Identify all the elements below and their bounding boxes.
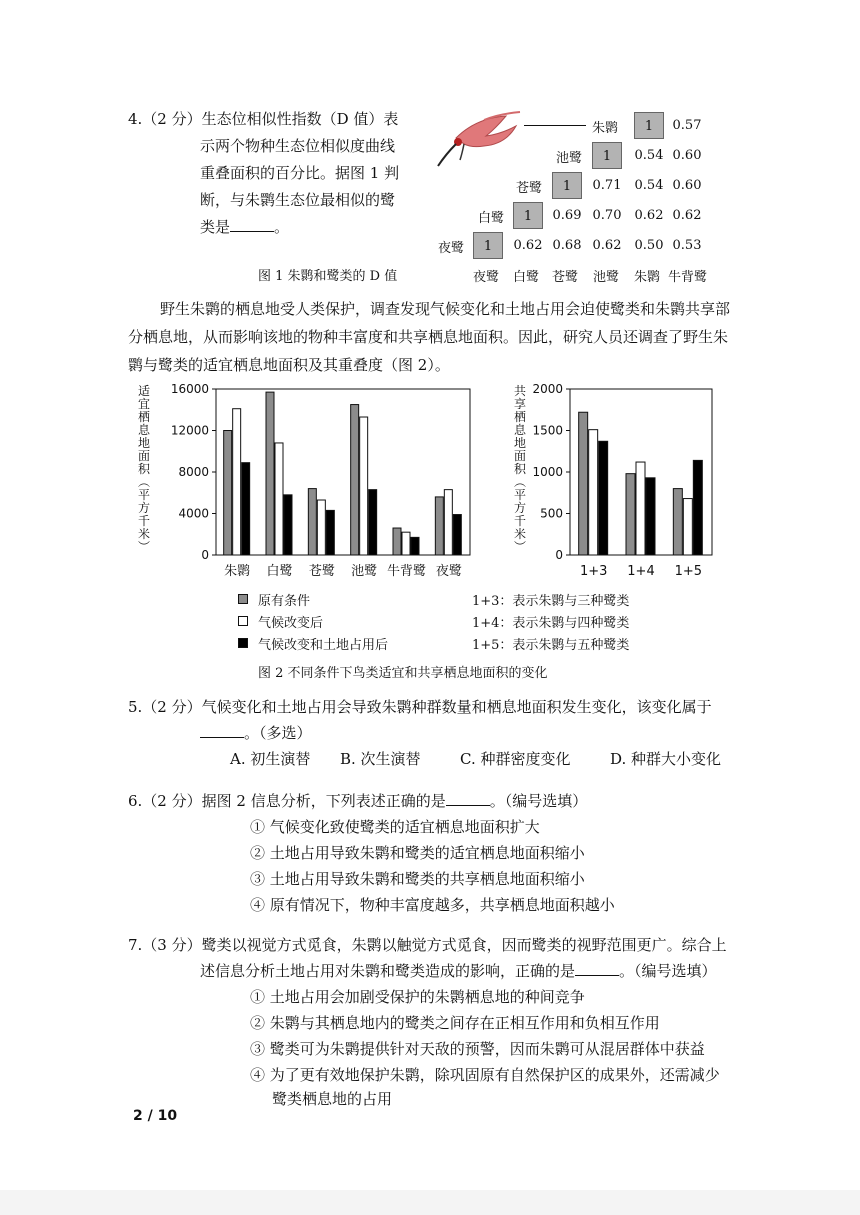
- matrix-cell: 0.57: [672, 118, 702, 133]
- fig2-caption: 图 2 不同条件下鸟类适宜和共享栖息地面积的变化: [258, 666, 548, 681]
- legend-note: 1+3：表示朱鹮与三种鹭类: [472, 594, 630, 609]
- q6-item-1: ① 气候变化致使鹭类的适宜栖息地面积扩大: [250, 818, 540, 836]
- bar: [411, 537, 419, 555]
- plot-frame: [216, 389, 470, 555]
- x-category-label: 朱鹮: [224, 564, 251, 579]
- x-category-label: 夜鹭: [435, 564, 462, 579]
- q5-option-b[interactable]: B. 次生演替: [340, 750, 421, 768]
- y-tick-label: 16000: [170, 382, 209, 396]
- bar: [326, 510, 334, 555]
- legend-label: 气候改变和土地占用后: [258, 638, 389, 653]
- bar: [402, 532, 410, 555]
- legend-swatch-original: [238, 594, 248, 604]
- y-axis-label-char: 米: [137, 527, 151, 541]
- bar: [360, 417, 368, 555]
- matrix-col-label: 白鹭: [513, 270, 540, 285]
- q6-item-4: ④ 原有情况下，物种丰富度越多，共享栖息地面积越小: [250, 896, 615, 914]
- matrix-cell: 0.54: [634, 178, 664, 193]
- q6-answer-blank[interactable]: [446, 791, 490, 806]
- y-axis-label-char: 面: [513, 449, 527, 463]
- matrix-row-label: 苍鹭: [516, 181, 543, 196]
- q5-option-d[interactable]: D. 种群大小变化: [610, 750, 722, 768]
- q6-item-2: ② 土地占用导致朱鹮和鹭类的适宜栖息地面积缩小: [250, 844, 585, 862]
- suitable-habitat-chart: [128, 382, 478, 587]
- q5-answer-blank[interactable]: [200, 723, 244, 738]
- bar: [579, 412, 588, 555]
- bar: [435, 497, 443, 555]
- legend-note: 1+4：表示朱鹮与四种鹭类: [472, 616, 630, 631]
- y-axis-label-char: 栖: [513, 410, 527, 424]
- matrix-col-label: 苍鹭: [552, 270, 579, 285]
- legend-label: 气候改变后: [258, 616, 324, 631]
- matrix-cell: 1: [634, 112, 664, 139]
- y-tick-label: 2000: [532, 382, 563, 396]
- matrix-cell: 0.68: [552, 238, 582, 253]
- x-category-label: 苍鹭: [308, 564, 335, 579]
- matrix-row-label: 朱鹮: [592, 121, 619, 136]
- q4-line4: 断，与朱鹮生态位最相似的鹭: [200, 191, 396, 209]
- y-axis-label-char: ︵: [137, 475, 151, 489]
- q4-line5-pre: 类是: [200, 218, 231, 236]
- y-axis-label-char: 积: [137, 462, 151, 476]
- y-tick-label: 8000: [178, 465, 209, 479]
- intro-line1: 野生朱鹮的栖息地受人类保护，调查发现气候变化和土地占用会迫使鹭类和朱鹮共享部: [160, 300, 731, 318]
- legend-swatch-climate-land: [238, 638, 248, 648]
- bar: [599, 441, 608, 555]
- bar: [308, 489, 316, 555]
- matrix-cell: 0.62: [672, 208, 702, 223]
- bar: [369, 490, 377, 555]
- q6-line1: [128, 788, 587, 815]
- q4-line5-post: 。: [274, 218, 290, 236]
- bar: [693, 460, 702, 555]
- matrix-cell: 0.69: [552, 208, 582, 223]
- y-axis-label-char: 栖: [137, 410, 151, 424]
- y-axis-label-char: 千: [137, 514, 151, 528]
- y-axis-label-char: 积: [513, 462, 527, 476]
- matrix-cell: 0.60: [672, 148, 702, 163]
- ibis-illustration: [436, 110, 526, 175]
- matrix-cell: 1: [552, 172, 582, 199]
- bar: [275, 443, 283, 555]
- y-axis-label-char: 共: [513, 384, 527, 398]
- q7-line1: 7.（3 分）鹭类以视觉方式觅食，朱鹮以触觉方式觅食，因而鹭类的视野范围更广。综合上: [128, 936, 727, 954]
- x-category-label: 白鹭: [266, 564, 293, 579]
- q7-item-4: ④ 为了更有效地保护朱鹮，除巩固原有自然保护区的成果外，还需减少: [250, 1066, 720, 1084]
- bar: [393, 528, 401, 555]
- y-tick-label: 0: [201, 548, 209, 562]
- matrix-col-label: 夜鹭: [473, 270, 500, 285]
- matrix-cell: 0.62: [634, 208, 664, 223]
- matrix-row-label: 白鹭: [478, 211, 505, 226]
- y-tick-label: 1000: [532, 465, 563, 479]
- matrix-cell: 1: [513, 202, 543, 229]
- bar: [626, 474, 635, 555]
- x-category-label: 1+5: [674, 564, 703, 579]
- bottom-strip: [0, 1190, 860, 1215]
- q4-line1: 4.（2 分）生态位相似性指数（D 值）表: [128, 110, 399, 128]
- q7-item-4-cont: 鹭类栖息地的占用: [272, 1090, 393, 1108]
- matrix-cell: 0.54: [634, 148, 664, 163]
- y-axis-label-char: 方: [137, 501, 151, 515]
- y-axis-label-char: ︶: [513, 540, 527, 554]
- q7-line2-pre: 述信息分析土地占用对朱鹮和鹭类造成的影响，正确的是: [200, 962, 576, 980]
- q6-item-3: ③ 土地占用导致朱鹮和鹭类的共享栖息地面积缩小: [250, 870, 585, 888]
- q5-line2-post: 。（多选）: [244, 724, 312, 742]
- y-tick-label: 12000: [170, 423, 209, 438]
- y-axis-label-char: 面: [137, 449, 151, 463]
- q7-item-1: ① 土地占用会加剧受保护的朱鹮栖息地的种间竞争: [250, 988, 585, 1006]
- legend-swatch-climate: [238, 616, 248, 626]
- fig1-caption: 图 1 朱鹮和鹭类的 D 值: [258, 269, 398, 284]
- matrix-cell: 0.53: [672, 238, 702, 253]
- y-axis-label-char: 享: [513, 397, 527, 411]
- matrix-cell: 0.62: [513, 238, 543, 253]
- x-category-label: 1+3: [579, 564, 608, 579]
- bar: [242, 463, 250, 555]
- y-axis-label-char: 地: [513, 436, 527, 450]
- y-axis-label-char: 适: [137, 384, 151, 398]
- y-tick-label: 4000: [178, 506, 209, 521]
- q5-line2: [200, 720, 312, 747]
- bar: [636, 462, 645, 555]
- y-axis-label-char: 千: [513, 514, 527, 528]
- q5-option-c[interactable]: C. 种群密度变化: [460, 750, 571, 768]
- matrix-col-label: 朱鹮: [634, 270, 661, 285]
- bar: [673, 489, 682, 555]
- y-axis-label-char: 息: [137, 423, 151, 437]
- q4-answer-blank[interactable]: [230, 217, 274, 232]
- matrix-cell: 0.62: [592, 238, 622, 253]
- q5-line1: 5.（2 分）气候变化和土地占用会导致朱鹮种群数量和栖息地面积发生变化，该变化属于: [128, 698, 712, 716]
- shared-habitat-chart: [500, 382, 720, 587]
- y-axis-label-char: 宜: [137, 397, 151, 411]
- q7-line2-post: 。（编号选填）: [619, 962, 717, 980]
- q4-line2: 示两个物种生态位相似度曲线: [200, 137, 396, 155]
- page-number: 2 / 10: [133, 1108, 178, 1124]
- q7-item-3: ③ 鹭类可为朱鹮提供针对天敌的预警，因而朱鹮可从混居群体中获益: [250, 1040, 705, 1058]
- bar: [351, 405, 359, 555]
- matrix-cell: 1: [473, 232, 503, 259]
- q6-line1-pre: 6.（2 分）据图 2 信息分析，下列表述正确的是: [128, 792, 446, 810]
- bar: [444, 490, 452, 555]
- bar: [266, 392, 274, 555]
- y-axis-label-char: 米: [513, 527, 527, 541]
- matrix-row-label: 夜鹭: [438, 241, 465, 256]
- q5-option-a[interactable]: A. 初生演替: [230, 750, 311, 768]
- y-axis-label-char: ︵: [513, 475, 527, 489]
- q6-line1-post: 。（编号选填）: [489, 792, 588, 810]
- matrix-cell: 1: [592, 142, 622, 169]
- matrix-pointer-line: [524, 125, 586, 126]
- bar: [224, 431, 232, 556]
- bar: [453, 515, 461, 555]
- y-axis-label-char: 方: [513, 501, 527, 515]
- q7-answer-blank[interactable]: [575, 961, 619, 976]
- matrix-cell: 0.71: [592, 178, 622, 193]
- y-tick-label: 0: [555, 548, 563, 562]
- y-axis-label-char: 平: [513, 488, 527, 502]
- bar: [317, 500, 325, 555]
- y-tick-label: 1500: [532, 423, 563, 438]
- legend-label: 原有条件: [258, 594, 311, 609]
- intro-line2: 分栖息地，从而影响该地的物种丰富度和共享栖息地面积。因此，研究人员还调查了野生朱: [128, 328, 729, 346]
- x-category-label: 牛背鹭: [386, 564, 427, 579]
- q7-line2: [200, 958, 717, 985]
- y-axis-label-char: 息: [513, 423, 527, 437]
- q4-line3: 重叠面积的百分比。据图 1 判: [200, 164, 400, 182]
- bar: [284, 495, 292, 555]
- y-tick-label: 500: [540, 506, 563, 521]
- intro-line3: 鹮与鹭类的适宜栖息地面积及其重叠度（图 2）。: [128, 356, 450, 374]
- y-axis-label-char: ︶: [137, 540, 151, 554]
- matrix-cell: 0.70: [592, 208, 622, 223]
- matrix-row-label: 池鹭: [556, 151, 583, 166]
- x-category-label: 池鹭: [351, 564, 378, 579]
- y-axis-label-char: 地: [137, 436, 151, 450]
- y-axis-label-char: 平: [137, 488, 151, 502]
- bar: [589, 430, 598, 555]
- matrix-col-label: 牛背鹭: [668, 270, 708, 285]
- bar: [233, 409, 241, 555]
- q7-item-2: ② 朱鹮与其栖息地内的鹭类之间存在正相互作用和负相互作用: [250, 1014, 660, 1032]
- q4-line5: [200, 214, 289, 241]
- bar: [646, 478, 655, 555]
- bar: [683, 499, 692, 555]
- legend-note: 1+5：表示朱鹮与五种鹭类: [472, 638, 630, 653]
- matrix-cell: 0.60: [672, 178, 702, 193]
- matrix-cell: 0.50: [634, 238, 664, 253]
- x-category-label: 1+4: [627, 564, 655, 579]
- matrix-col-label: 池鹭: [593, 270, 620, 285]
